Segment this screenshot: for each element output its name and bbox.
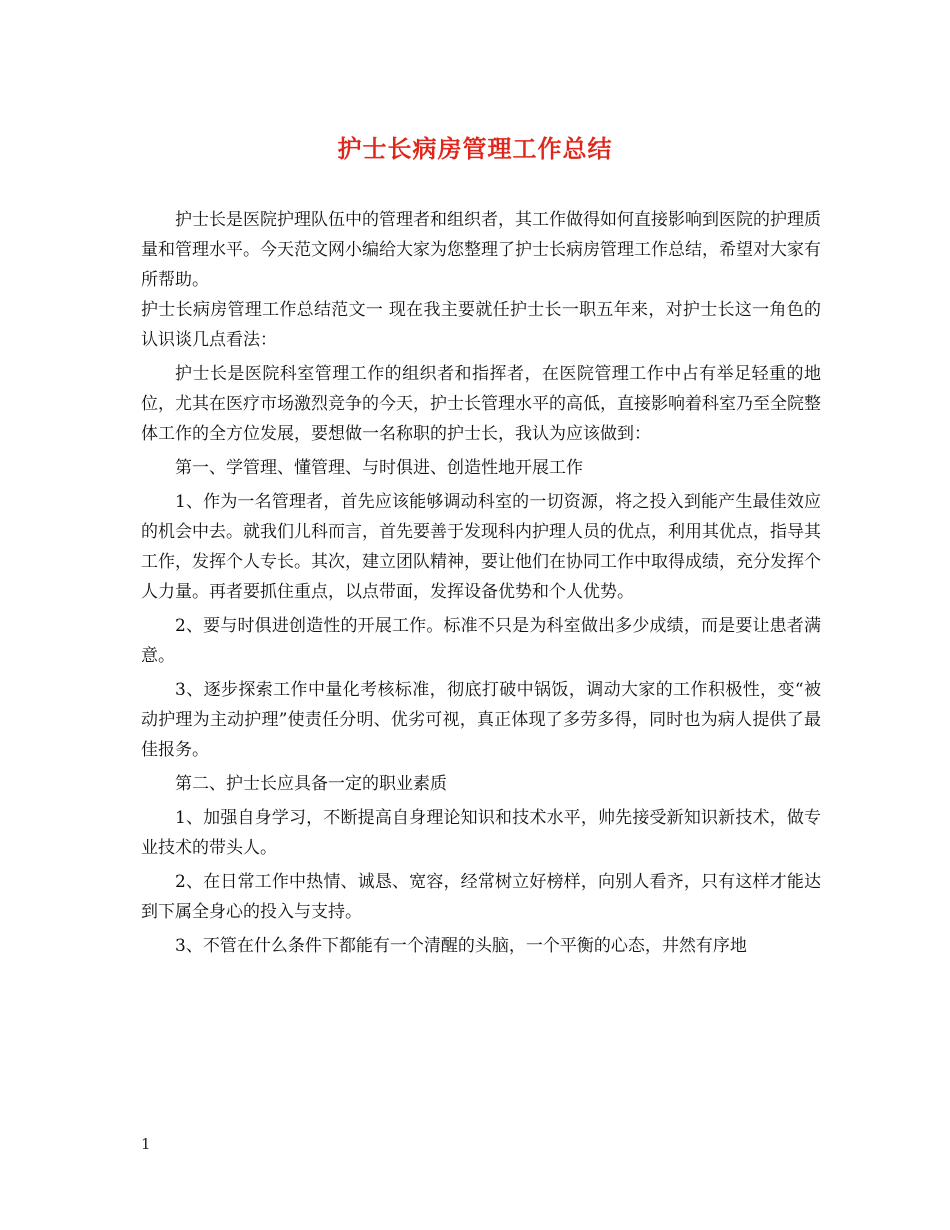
paragraph-first-2: 2、要与时俱进创造性的开展工作。标准不只是为科室做出多少成绩，而是要让患者满意。 <box>141 616 821 666</box>
section-heading-second: 第二、护士长应具备一定的职业素质 <box>175 774 447 794</box>
document-title: 护士长病房管理工作总结 <box>337 134 613 163</box>
paragraph-role: 护士长是医院科室管理工作的组织者和指挥者，在医院管理工作中占有举足轻重的地位，尤其在医疗市场激烈竞争的今天，护士长管理水平的高低，直接影响着科室乃至全院整体工作的全方位发展，要想做一名称职的护士长，我认为应该做到： <box>141 364 821 444</box>
paragraph-first-1: 1、作为一名管理者，首先应该能够调动科室的一切资源，将之投入到能产生最佳效应的机会中去。就我们儿科而言，首先要善于发现科内护理人员的优点，利用其优点，指导其工作，发挥个人专长。其次，建立团队精神，要让他们在协同工作中取得成绩，充分发挥个人力量。再者要抓住重点，以点带面，发挥设备优势和个人优势。 <box>141 492 821 602</box>
paragraph-second-2: 2、在日常工作中热情、诚恳、宽容，经常树立好榜样，向别人看齐，只有这样才能达到下属全身心的投入与支持。 <box>141 872 821 922</box>
paragraph-sample-heading: 护士长病房管理工作总结范文一 现在我主要就任护士长一职五年来，对护士长这一角色的认识谈几点看法： <box>141 300 821 350</box>
document-body <box>141 205 821 961</box>
section-heading-first: 第一、学管理、懂管理、与时俱进、创造性地开展工作 <box>175 458 583 478</box>
paragraph-second-1: 1、加强自身学习，不断提高自身理论知识和技术水平，帅先接受新知识新技术，做专业技术的带头人。 <box>141 808 821 858</box>
paragraph-first-3: 3、逐步探索工作中量化考核标准，彻底打破中锅饭，调动大家的工作积极性，变“被动护理为主动护理”使责任分明、优劣可视，真正体现了多劳多得，同时也为病人提供了最佳报务。 <box>141 680 821 760</box>
page-number: 1 <box>141 1135 151 1153</box>
paragraph-second-3: 3、不管在什么条件下都能有一个清醒的头脑，一个平衡的心态，井然有序地 <box>175 936 747 956</box>
paragraph-intro: 护士长是医院护理队伍中的管理者和组织者，其工作做得如何直接影响到医院的护理质量和管理水平。今天范文网小编给大家为您整理了护士长病房管理工作总结，希望对大家有所帮助。 <box>141 210 821 290</box>
